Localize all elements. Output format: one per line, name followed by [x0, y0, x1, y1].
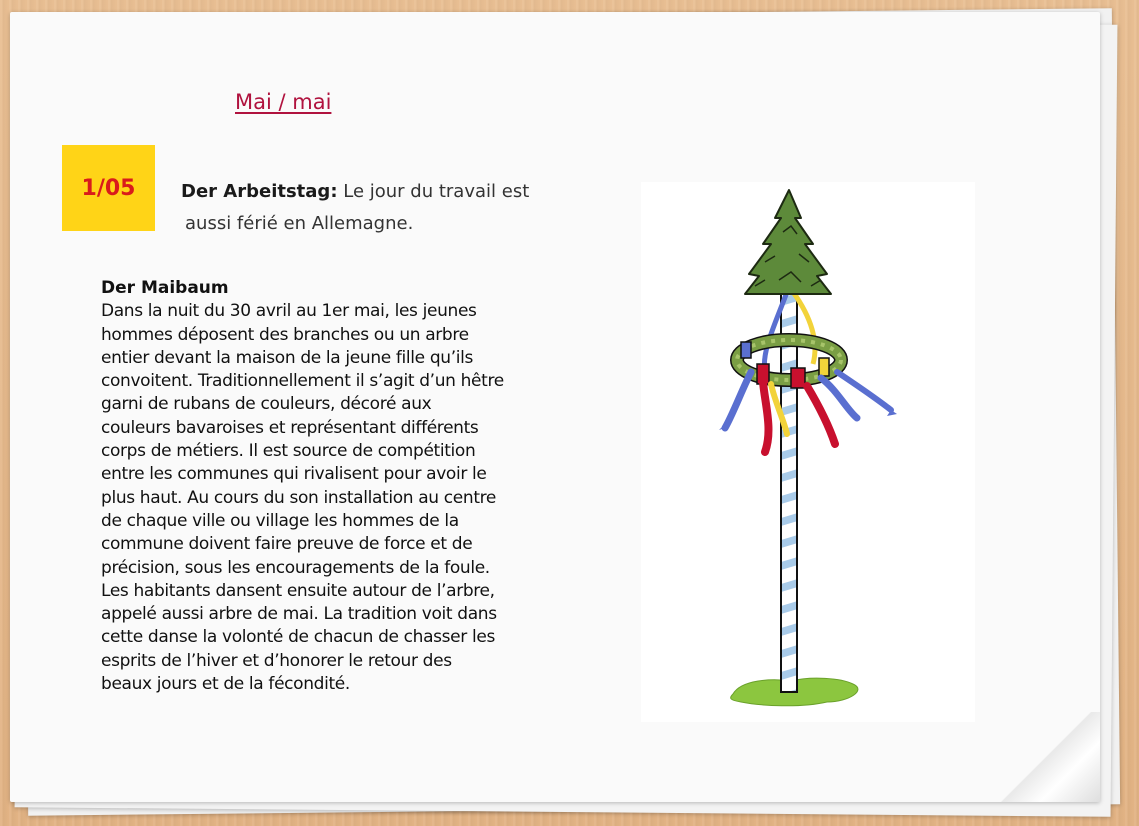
- article-line: couleurs bavaroises et représentant différents: [101, 417, 479, 438]
- month-title-link[interactable]: Mai / mai: [235, 90, 332, 114]
- article-line: précision, sous les encouragements de la foule.: [101, 557, 490, 578]
- article-line: esprits de l’hiver et d’honorer le retour des: [101, 650, 452, 671]
- holiday-entry: [181, 176, 541, 240]
- holiday-name: Der Arbeitstag:: [181, 181, 338, 202]
- maypole-illustration: [641, 182, 975, 722]
- article-line: convoitent. Traditionnellement il s’agit d’un hêtre: [101, 371, 504, 392]
- maypole-icon: [641, 182, 975, 722]
- article-line: de chaque ville ou village les hommes de la: [101, 510, 459, 531]
- article-line: appelé aussi arbre de mai. La tradition voit dans: [101, 604, 497, 625]
- article-line: plus haut. Au cours du son installation au centre: [101, 487, 497, 508]
- article-line: Dans la nuit du 30 avril au 1er mai, les jeunes: [101, 301, 477, 322]
- holiday-description-line1: Le jour du travail est: [337, 181, 530, 202]
- article-line: beaux jours et de la fécondité.: [101, 674, 350, 695]
- article-line: garni de rubans de couleurs, décoré aux: [101, 394, 432, 415]
- article-heading: Der Maibaum: [101, 278, 229, 298]
- article-line: corps de métiers. Il est source de compétition: [101, 441, 476, 462]
- page-curl: [990, 712, 1100, 802]
- article-line: hommes déposent des branches ou un arbre: [101, 324, 469, 345]
- article-line: entre les communes qui rivalisent pour avoir le: [101, 464, 487, 485]
- maibaum-article: [101, 277, 551, 696]
- holiday-description-line2: aussi férié en Allemagne.: [185, 213, 414, 234]
- article-line: entier devant la maison de la jeune fille qu’ils: [101, 347, 474, 368]
- article-line: Les habitants dansent ensuite autour de l’arbre,: [101, 580, 495, 601]
- article-line: commune doivent faire preuve de force et de: [101, 534, 473, 555]
- article-line: cette danse la volonté de chacun de chasser les: [101, 627, 495, 648]
- date-badge: 1/05: [62, 145, 155, 231]
